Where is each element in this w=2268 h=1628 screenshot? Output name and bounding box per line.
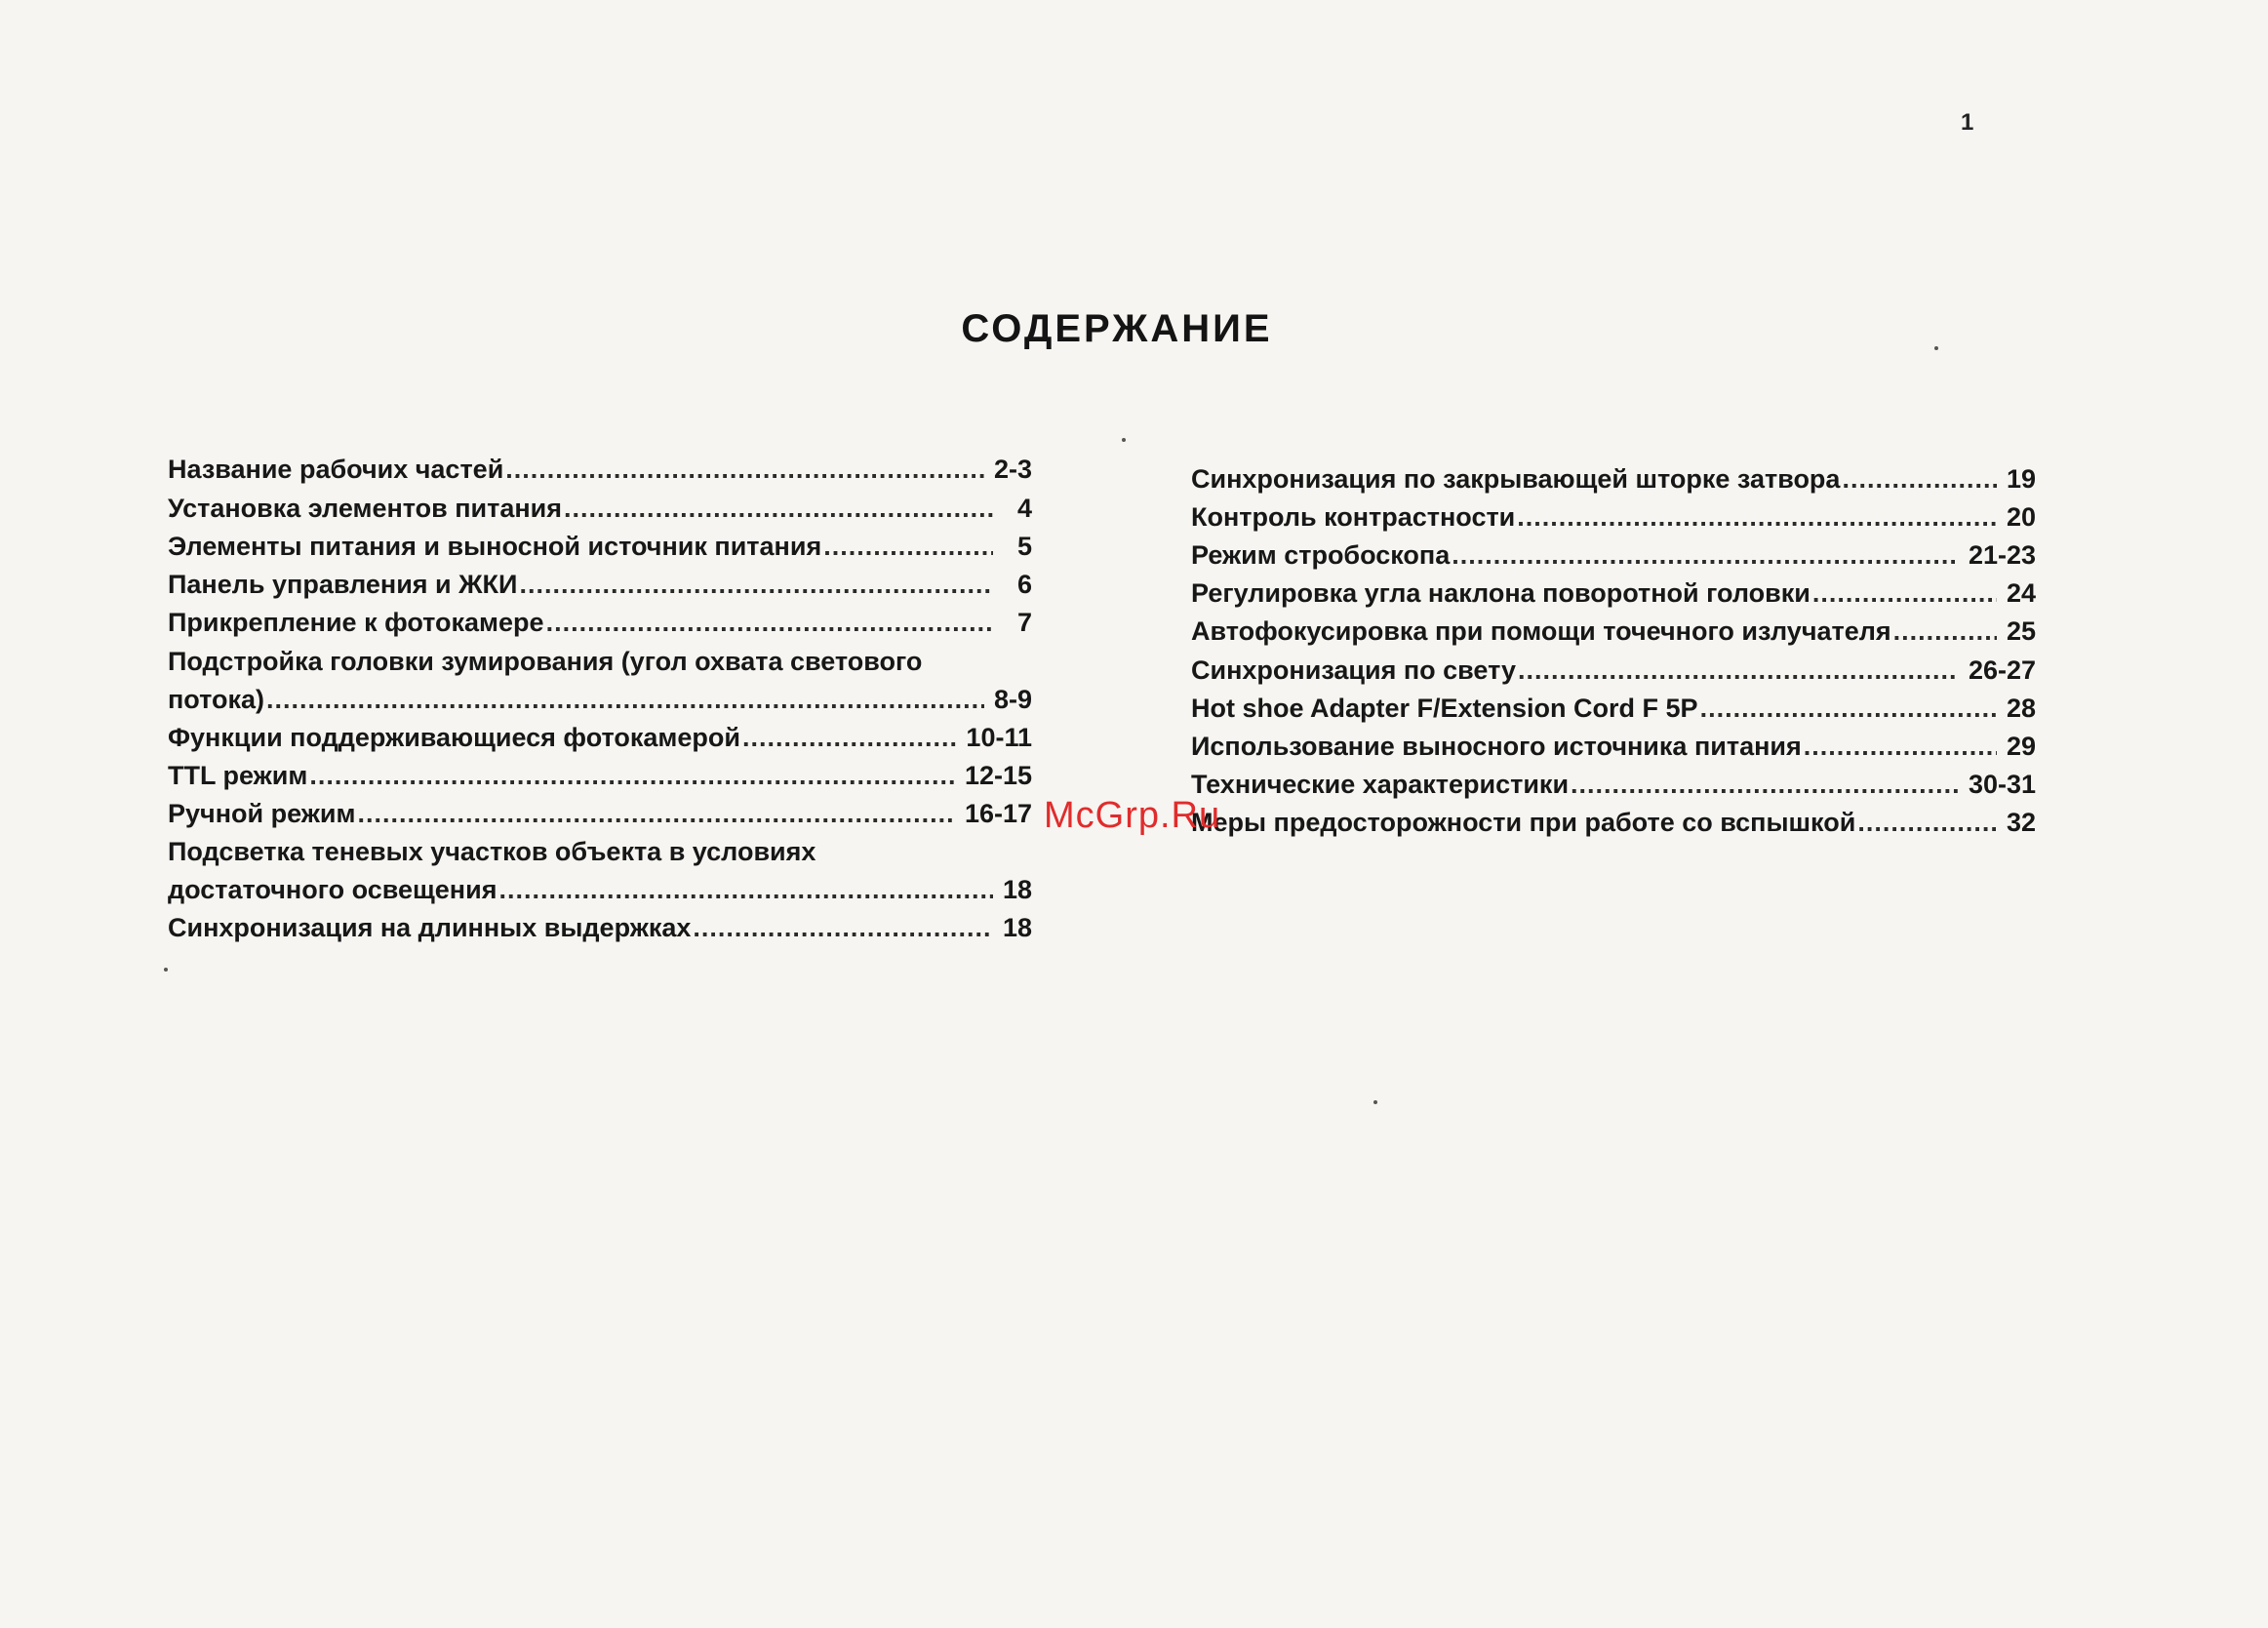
dot-leader	[1804, 728, 1997, 766]
dot-leader	[505, 451, 984, 489]
toc-entry-first-line: Подстройка головки зумирования (угол охвата светового	[168, 647, 923, 676]
scan-speck	[1373, 1100, 1377, 1104]
toc-entry-label: Автофокусировка при помощи точечного излучателя	[1191, 616, 1891, 646]
dot-leader	[1517, 498, 1997, 536]
toc-entry-page: 5	[1016, 532, 1032, 561]
dot-leader	[1857, 804, 1997, 842]
toc-entry	[168, 681, 1032, 719]
dot-leader	[564, 490, 993, 528]
dot-leader	[1812, 575, 1997, 613]
toc-entry-label: достаточного освещения	[168, 875, 497, 904]
page-number: 1	[1961, 109, 1974, 136]
toc-entry-label: Использование выносного источника питания	[1191, 732, 1802, 761]
toc-entry	[1191, 728, 2036, 766]
toc-entry	[1191, 460, 2036, 498]
scan-speck	[164, 968, 168, 972]
toc-entry-label: Hot shoe Adapter F/Extension Cord F 5P	[1191, 694, 1698, 723]
toc-entry	[1191, 804, 2036, 842]
toc-entry	[168, 604, 1032, 642]
site-watermark: McGrp.Ru	[1044, 795, 1221, 836]
toc-entry	[168, 795, 1032, 833]
toc-entry	[1191, 613, 2036, 651]
toc-entry	[168, 719, 1032, 757]
toc-entry-page: 21-23	[1968, 540, 2036, 570]
toc-entry-label: Режим стробоскопа	[1191, 540, 1451, 570]
toc-entry	[168, 490, 1032, 528]
toc-entry-label: Элементы питания и выносной источник питания	[168, 532, 822, 561]
toc-entry-page: 29	[2006, 732, 2036, 761]
toc-entry-page: 2-3	[993, 455, 1032, 484]
toc-entry-page: 25	[2006, 616, 2036, 646]
scan-speck	[1934, 346, 1938, 350]
dot-leader	[1571, 766, 1959, 804]
toc-entry-page: 30-31	[1968, 770, 2036, 799]
dot-leader	[546, 604, 993, 642]
toc-entry-label: Синхронизация по свету	[1191, 655, 1516, 685]
dot-leader	[1518, 652, 1959, 690]
toc-entry-page: 18	[1002, 913, 1032, 942]
toc-entry-first-line: Подсветка теневых участков объекта в условиях	[168, 837, 816, 866]
dot-leader	[357, 795, 954, 833]
toc-entry	[1191, 575, 2036, 613]
toc-entry	[1191, 536, 2036, 575]
toc-entry-label: Функции поддерживающиеся фотокамерой	[168, 723, 740, 752]
toc-entry	[168, 909, 1032, 947]
dot-leader	[1842, 460, 1997, 498]
toc-entry	[168, 871, 1032, 909]
dot-leader	[1452, 536, 1959, 575]
toc-entry-page: 19	[2006, 464, 2036, 494]
toc-entry	[1191, 498, 2036, 536]
toc-entry-label: Название рабочих частей	[168, 455, 504, 484]
toc-entry-label: Технические характеристики	[1191, 770, 1570, 799]
toc-entry	[168, 757, 1032, 795]
dot-leader	[693, 909, 993, 947]
toc-entry	[168, 528, 1032, 566]
toc-entry	[1191, 652, 2036, 690]
dot-leader	[519, 566, 993, 604]
toc-entry	[1191, 690, 2036, 728]
toc-entry-label: Установка элементов питания	[168, 494, 563, 523]
toc-entry-label: Регулировка угла наклона поворотной головки	[1191, 578, 1810, 608]
toc-entry-label: Ручной режим	[168, 799, 356, 828]
dot-leader	[1893, 613, 1997, 651]
toc-entry	[1191, 766, 2036, 804]
toc-entry-label: Панель управления и ЖКИ	[168, 570, 518, 599]
toc-entry-page: 4	[1016, 494, 1032, 523]
toc-entry-label: Синхронизация по закрывающей шторке затвора	[1191, 464, 1841, 494]
toc-entry-page: 26-27	[1968, 655, 2036, 685]
toc-entry-page: 32	[2006, 808, 2036, 837]
toc-entry-label: потока)	[168, 685, 265, 714]
toc-entry-page: 6	[1016, 570, 1032, 599]
toc-entry-page: 28	[2006, 694, 2036, 723]
toc-entry-label: Меры предосторожности при работе со вспышкой	[1191, 808, 1856, 837]
toc-entry	[168, 566, 1032, 604]
toc-entry-page: 7	[1016, 608, 1032, 637]
toc-entry-page: 8-9	[993, 685, 1032, 714]
toc-entry-page: 12-15	[964, 761, 1032, 790]
toc-entry-label: Прикрепление к фотокамере	[168, 608, 544, 637]
toc-entry-label: Синхронизация на длинных выдержках	[168, 913, 692, 942]
dot-leader	[498, 871, 993, 909]
toc-entry-label: TTL режим	[168, 761, 308, 790]
dot-leader	[823, 528, 993, 566]
dot-leader	[742, 719, 956, 757]
toc-entry-page: 18	[1002, 875, 1032, 904]
page-title: СОДЕРЖАНИЕ	[961, 307, 1273, 350]
toc-entry-page: 10-11	[966, 723, 1032, 752]
toc-entry	[168, 451, 1032, 489]
dot-leader	[309, 757, 955, 795]
toc-entry-page: 16-17	[964, 799, 1032, 828]
toc-entry-page: 24	[2006, 578, 2036, 608]
dot-leader	[1700, 690, 1997, 728]
dot-leader	[266, 681, 984, 719]
toc-entry-label: Контроль контрастности	[1191, 502, 1516, 532]
scan-speck	[1122, 438, 1126, 442]
toc-entry-page: 20	[2006, 502, 2036, 532]
